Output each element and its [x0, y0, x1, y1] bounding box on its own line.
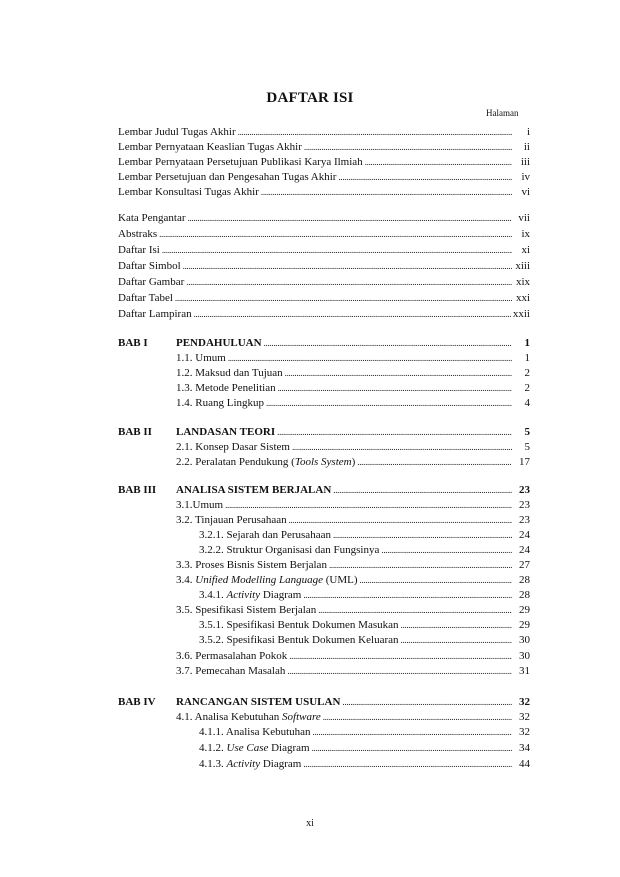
toc-entry-label: Lembar Pernyataan Keaslian Tugas Akhir [118, 141, 302, 153]
toc-entry [118, 139, 530, 153]
toc-entry-page: xiii [515, 260, 530, 272]
toc-entry-label: 1.1. Umum [176, 352, 226, 364]
toc-entry-page: iii [520, 156, 530, 168]
leader-dots [333, 529, 512, 541]
toc-entry-page: 32 [519, 726, 530, 738]
toc-entry-page: 44 [519, 758, 530, 770]
label-italic: Activity [226, 758, 261, 770]
toc-entry-label [199, 742, 310, 754]
leader-dots [329, 559, 512, 571]
toc-entry-page: 31 [519, 665, 530, 677]
leader-dots [342, 696, 512, 708]
toc-entry-page: 23 [519, 514, 530, 526]
leader-dots [186, 276, 512, 288]
label-part: Diagram [268, 742, 310, 754]
toc-entry-page: 1 [524, 352, 530, 364]
toc-entry-label: Lembar Konsultasi Tugas Akhir [118, 186, 259, 198]
toc-chapter [118, 482, 530, 496]
toc-entry [118, 306, 530, 320]
leader-dots [287, 665, 512, 677]
toc-entry-label: Daftar Isi [118, 244, 160, 256]
leader-dots [365, 156, 512, 168]
toc-entry [118, 169, 530, 183]
page-title: DAFTAR ISI [266, 90, 354, 106]
toc-entry-page: 27 [519, 559, 530, 571]
toc-entry [176, 572, 530, 586]
label-part: 3.4.1. [199, 589, 227, 601]
toc-entry [176, 395, 530, 409]
label-part: ) [351, 456, 356, 468]
toc-entry-page: xix [515, 276, 530, 288]
halaman-label: Halaman [486, 108, 519, 118]
leader-dots [159, 228, 512, 240]
chapter-title: ANALISA SISTEM BERJALAN [176, 484, 332, 496]
toc-entry [199, 587, 530, 601]
chapter-number: BAB II [118, 426, 152, 438]
toc-entry-page: 34 [519, 742, 530, 754]
toc-entry [118, 210, 530, 224]
toc-entry-label: 3.5.1. Spesifikasi Bentuk Dokumen Masukan [199, 619, 399, 631]
label-part: Diagram [260, 758, 302, 770]
leader-dots [303, 589, 512, 601]
label-part: (UML) [322, 574, 358, 586]
leader-dots [289, 650, 512, 662]
leader-dots [303, 758, 512, 770]
label-part: 2.2. Peralatan Pendukung ( [176, 456, 295, 468]
toc-entry-page: 23 [519, 499, 530, 511]
toc-entry-label: 3.7. Pemecahan Masalah [176, 665, 286, 677]
toc-entry-page: 2 [524, 382, 530, 394]
leader-dots [338, 171, 512, 183]
label-part: Diagram [260, 589, 302, 601]
toc-entry-page: xxi [515, 292, 530, 304]
toc-entry-label: 4.1.1. Analisa Kebutuhan [199, 726, 311, 738]
toc-entry [118, 274, 530, 288]
label-part: 4.1.2. [199, 742, 227, 754]
toc-entry-page: iv [521, 171, 530, 183]
toc-entry-page: vii [518, 212, 530, 224]
toc-entry-label [176, 711, 321, 723]
toc-entry-page: 24 [519, 544, 530, 556]
leader-dots [401, 619, 512, 631]
toc-entry [176, 648, 530, 662]
toc-entry-page: 28 [519, 589, 530, 601]
leader-dots [312, 742, 512, 754]
toc-entry-page: 23 [519, 484, 530, 496]
toc-entry [176, 380, 530, 394]
toc-entry-page: i [526, 126, 530, 138]
toc-entry-label: Abstraks [118, 228, 158, 240]
toc-entry-page: 2 [524, 367, 530, 379]
toc-entry-label: 2.1. Konsep Dasar Sistem [176, 441, 290, 453]
toc-entry [199, 740, 530, 754]
toc-entry [176, 709, 530, 723]
toc-entry-page: ii [523, 141, 530, 153]
toc-entry-label [176, 456, 355, 468]
toc-entry [118, 242, 530, 256]
toc-entry-page: 17 [519, 456, 530, 468]
leader-dots [261, 186, 512, 198]
label-part: 4.1. Analisa Kebutuhan [176, 711, 283, 723]
label-italic: Unified Modelling Language [195, 574, 323, 586]
toc-entry [118, 258, 530, 272]
toc-entry-label: Daftar Tabel [118, 292, 173, 304]
toc-entry [176, 602, 530, 616]
toc-entry-page: 1 [524, 337, 530, 349]
toc-entry-label: 3.2.2. Struktur Organisasi dan Fungsinya [199, 544, 380, 556]
page-number-footer: xi [306, 818, 314, 829]
toc-entry-page: 5 [524, 441, 530, 453]
toc-entry-label: Daftar Lampiran [118, 308, 192, 320]
leader-dots [323, 711, 512, 723]
toc-entry-page: vi [521, 186, 530, 198]
toc-entry-page: xxii [512, 308, 530, 320]
toc-entry-label: Daftar Gambar [118, 276, 185, 288]
toc-entry-label: 3.3. Proses Bisnis Sistem Berjalan [176, 559, 327, 571]
toc-entry-label [199, 758, 301, 770]
toc-entry [176, 454, 530, 468]
toc-entry-page: 32 [519, 696, 530, 708]
toc-entry-label: Lembar Persetujuan dan Pengesahan Tugas Akhir [118, 171, 337, 183]
toc-entry-label: 3.6. Permasalahan Pokok [176, 650, 288, 662]
leader-dots [333, 484, 512, 496]
toc-entry-label: 1.2. Maksud dan Tujuan [176, 367, 283, 379]
toc-entry [118, 290, 530, 304]
toc-entry-label: 3.5. Spesifikasi Sistem Berjalan [176, 604, 317, 616]
chapter-number: BAB I [118, 337, 148, 349]
leader-dots [381, 544, 512, 556]
leader-dots [183, 260, 512, 272]
toc-chapter [118, 694, 530, 708]
leader-dots [401, 634, 513, 646]
toc-entry-page: 30 [519, 650, 530, 662]
toc-entry [176, 512, 530, 526]
chapter-title: RANCANGAN SISTEM USULAN [176, 696, 341, 708]
toc-entry-label: Lembar Pernyataan Persetujuan Publikasi Karya Ilmiah [118, 156, 363, 168]
toc-entry-label: 3.1.Umum [176, 499, 224, 511]
toc-entry [199, 617, 530, 631]
label-part: 4.1.3. [199, 758, 227, 770]
leader-dots [278, 382, 512, 394]
leader-dots [360, 574, 513, 586]
label-part: 3.4. [176, 574, 196, 586]
leader-dots [175, 292, 512, 304]
toc-entry [176, 350, 530, 364]
leader-dots [162, 244, 512, 256]
toc-entry-label [176, 574, 358, 586]
leader-dots [264, 337, 512, 349]
toc-entry-page: 29 [519, 604, 530, 616]
chapter-title: LANDASAN TEORI [176, 426, 276, 438]
toc-entry-page: 30 [519, 634, 530, 646]
toc-entry-label: 3.2.1. Sejarah dan Perusahaan [199, 529, 331, 541]
toc-entry [176, 365, 530, 379]
toc-entry [199, 756, 530, 770]
toc-entry [118, 184, 530, 198]
toc-entry [199, 527, 530, 541]
toc-entry [176, 439, 530, 453]
toc-entry-page: xi [521, 244, 530, 256]
toc-entry [176, 557, 530, 571]
leader-dots [357, 456, 512, 468]
toc-entry-label: 1.3. Metode Penelitian [176, 382, 276, 394]
toc-entry-page: 28 [519, 574, 530, 586]
leader-dots [304, 141, 512, 153]
leader-dots [228, 352, 512, 364]
toc-entry-page: 5 [524, 426, 530, 438]
toc-entry [199, 542, 530, 556]
toc-entry [176, 497, 530, 511]
leader-dots [188, 212, 513, 224]
leader-dots [313, 726, 512, 738]
label-italic: Activity [226, 589, 261, 601]
leader-dots [285, 367, 512, 379]
leader-dots [289, 514, 512, 526]
toc-entry-page: 4 [524, 397, 530, 409]
toc-entry-page: 32 [519, 711, 530, 723]
label-italic: Use Case [226, 742, 269, 754]
toc-entry-label: 1.4. Ruang Lingkup [176, 397, 264, 409]
label-italic: Software [282, 711, 321, 723]
leader-dots [318, 604, 512, 616]
leader-dots [292, 441, 512, 453]
leader-dots [266, 397, 512, 409]
leader-dots [225, 499, 512, 511]
toc-entry-label: Lembar Judul Tugas Akhir [118, 126, 236, 138]
toc-entry-label [199, 589, 301, 601]
toc-entry [199, 632, 530, 646]
toc-chapter [118, 424, 530, 438]
toc-entry [118, 154, 530, 168]
toc-entry-label: Daftar Simbol [118, 260, 181, 272]
toc-entry [118, 226, 530, 240]
toc-entry [176, 663, 530, 677]
toc-entry [199, 724, 530, 738]
leader-dots [277, 426, 512, 438]
toc-chapter [118, 335, 530, 349]
toc-entry-label: 3.2. Tinjauan Perusahaan [176, 514, 287, 526]
label-italic: Tools System [294, 456, 352, 468]
chapter-number: BAB III [118, 484, 157, 496]
toc-entry-label: 3.5.2. Spesifikasi Bentuk Dokumen Keluaran [199, 634, 399, 646]
toc-entry [118, 124, 530, 138]
chapter-title: PENDAHULUAN [176, 337, 262, 349]
toc-entry-page: ix [521, 228, 530, 240]
leader-dots [194, 308, 511, 320]
toc-entry-label: Kata Pengantar [118, 212, 186, 224]
chapter-number: BAB IV [118, 696, 156, 708]
toc-entry-page: 24 [519, 529, 530, 541]
leader-dots [238, 126, 512, 138]
toc-entry-page: 29 [519, 619, 530, 631]
